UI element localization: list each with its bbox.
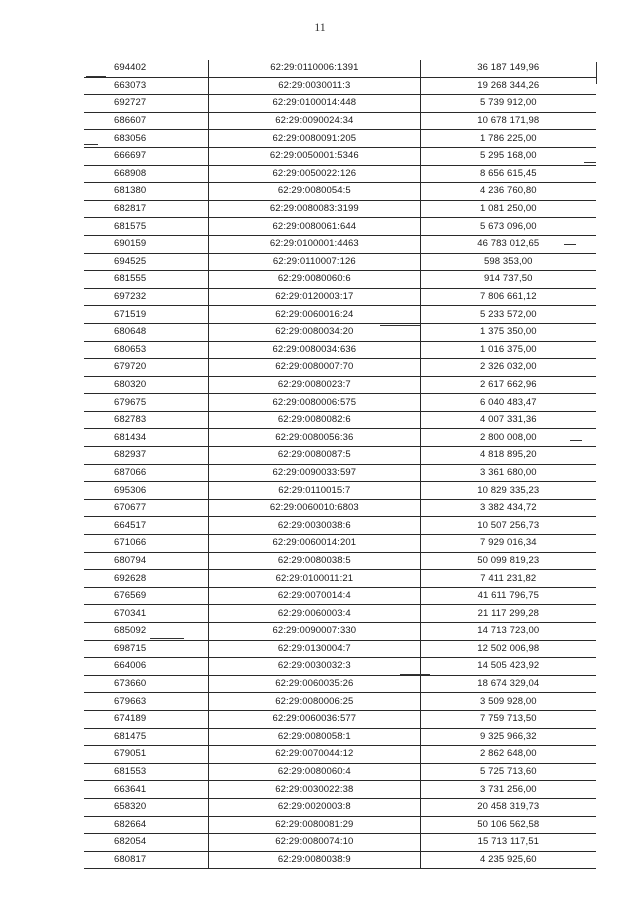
cadastral-number-cell: 62:29:0080060:6 (209, 271, 420, 289)
table-row (84, 587, 596, 605)
record-id-cell: 679051 (84, 746, 209, 764)
cadastral-number-cell: 62:29:0060035:26 (209, 675, 420, 693)
table-row (84, 341, 596, 359)
cadastral-value-cell: 4 235 925,60 (420, 851, 596, 869)
record-id-cell: 670341 (84, 605, 209, 623)
registry-body (84, 60, 596, 869)
cadastral-value-cell: 7 411 231,82 (420, 570, 596, 588)
cadastral-number-cell: 62:29:0080074:10 (209, 834, 420, 852)
table-row (84, 411, 596, 429)
table-row (84, 183, 596, 201)
record-id-cell: 682783 (84, 411, 209, 429)
cadastral-value-cell: 2 326 032,00 (420, 359, 596, 377)
table-row (84, 323, 596, 341)
cadastral-value-cell: 5 233 572,00 (420, 306, 596, 324)
cadastral-value-cell: 14 505 423,92 (420, 658, 596, 676)
table-row (84, 517, 596, 535)
record-id-cell: 671066 (84, 535, 209, 553)
cadastral-value-cell: 7 806 661,12 (420, 288, 596, 306)
table-row (84, 394, 596, 412)
cadastral-number-cell: 62:29:0020003:8 (209, 798, 420, 816)
cadastral-value-cell: 7 929 016,34 (420, 535, 596, 553)
cadastral-value-cell: 5 725 713,60 (420, 763, 596, 781)
registry-table (84, 60, 596, 869)
record-id-cell: 698715 (84, 640, 209, 658)
record-id-cell: 690159 (84, 235, 209, 253)
record-id-cell: 680653 (84, 341, 209, 359)
table-row (84, 165, 596, 183)
record-id-cell: 664517 (84, 517, 209, 535)
record-id-cell: 681553 (84, 763, 209, 781)
cadastral-value-cell: 46 783 012,65 (420, 235, 596, 253)
cadastral-number-cell: 62:29:0050022:126 (209, 165, 420, 183)
table-row (84, 693, 596, 711)
cadastral-number-cell: 62:29:0080081:29 (209, 816, 420, 834)
table-row (84, 746, 596, 764)
table-row (84, 570, 596, 588)
table-row (84, 675, 596, 693)
page-number: 11 (314, 20, 326, 34)
table-row (84, 499, 596, 517)
record-id-cell: 679663 (84, 693, 209, 711)
cadastral-value-cell: 15 713 117,51 (420, 834, 596, 852)
table-row (84, 60, 596, 77)
cadastral-number-cell: 62:29:0110015:7 (209, 482, 420, 500)
record-id-cell: 680817 (84, 851, 209, 869)
cadastral-value-cell: 36 187 149,96 (420, 60, 596, 77)
cadastral-value-cell: 50 106 562,58 (420, 816, 596, 834)
scan-mark (596, 62, 597, 84)
cadastral-value-cell: 5 295 168,00 (420, 147, 596, 165)
table-row (84, 728, 596, 746)
record-id-cell: 666697 (84, 147, 209, 165)
cadastral-value-cell: 3 509 928,00 (420, 693, 596, 711)
table-row (84, 482, 596, 500)
cadastral-value-cell: 8 656 615,45 (420, 165, 596, 183)
cadastral-value-cell: 5 673 096,00 (420, 218, 596, 236)
cadastral-value-cell: 19 268 344,26 (420, 77, 596, 95)
cadastral-value-cell: 18 674 329,04 (420, 675, 596, 693)
cadastral-number-cell: 62:29:0030011:3 (209, 77, 420, 95)
record-id-cell: 697232 (84, 288, 209, 306)
table-row (84, 834, 596, 852)
table-row (84, 359, 596, 377)
scan-mark (564, 244, 576, 245)
record-id-cell: 685092 (84, 623, 209, 641)
record-id-cell: 670677 (84, 499, 209, 517)
scan-mark (380, 325, 420, 326)
scan-mark (584, 162, 596, 163)
cadastral-value-cell: 20 458 319,73 (420, 798, 596, 816)
cadastral-number-cell: 62:29:0080007:70 (209, 359, 420, 377)
record-id-cell: 668908 (84, 165, 209, 183)
cadastral-number-cell: 62:29:0110007:126 (209, 253, 420, 271)
cadastral-value-cell: 14 713 723,00 (420, 623, 596, 641)
table-row (84, 112, 596, 130)
cadastral-value-cell: 2 862 648,00 (420, 746, 596, 764)
record-id-cell: 681575 (84, 218, 209, 236)
cadastral-value-cell: 10 507 256,73 (420, 517, 596, 535)
cadastral-number-cell: 62:29:0050001:5346 (209, 147, 420, 165)
cadastral-number-cell: 62:29:0080091:205 (209, 130, 420, 148)
scan-mark (150, 638, 184, 639)
cadastral-number-cell: 62:29:0100001:4463 (209, 235, 420, 253)
cadastral-value-cell: 5 739 912,00 (420, 95, 596, 113)
cadastral-value-cell: 3 382 434,72 (420, 499, 596, 517)
record-id-cell: 683056 (84, 130, 209, 148)
table-row (84, 288, 596, 306)
cadastral-number-cell: 62:29:0080058:1 (209, 728, 420, 746)
cadastral-value-cell: 10 678 171,98 (420, 112, 596, 130)
cadastral-value-cell: 3 361 680,00 (420, 464, 596, 482)
table-row (84, 851, 596, 869)
cadastral-value-cell: 21 117 299,28 (420, 605, 596, 623)
table-row (84, 658, 596, 676)
record-id-cell: 694402 (84, 60, 209, 77)
table-row (84, 147, 596, 165)
cadastral-number-cell: 62:29:0090007:330 (209, 623, 420, 641)
table-row (84, 218, 596, 236)
cadastral-number-cell: 62:29:0060014:201 (209, 535, 420, 553)
cadastral-value-cell: 4 236 760,80 (420, 183, 596, 201)
cadastral-number-cell: 62:29:0060003:4 (209, 605, 420, 623)
cadastral-number-cell: 62:29:0110006:1391 (209, 60, 420, 77)
cadastral-number-cell: 62:29:0080082:6 (209, 411, 420, 429)
record-id-cell: 681475 (84, 728, 209, 746)
table-row (84, 710, 596, 728)
cadastral-number-cell: 62:29:0060036:577 (209, 710, 420, 728)
scan-mark (86, 76, 106, 77)
table-row (84, 535, 596, 553)
cadastral-number-cell: 62:29:0080023:7 (209, 376, 420, 394)
table-row (84, 816, 596, 834)
table-row (84, 306, 596, 324)
cadastral-value-cell: 598 353,00 (420, 253, 596, 271)
cadastral-value-cell: 2 617 662,96 (420, 376, 596, 394)
cadastral-value-cell: 41 611 796,75 (420, 587, 596, 605)
cadastral-number-cell: 62:29:0080038:9 (209, 851, 420, 869)
cadastral-number-cell: 62:29:0080006:575 (209, 394, 420, 412)
cadastral-number-cell: 62:29:0080006:25 (209, 693, 420, 711)
cadastral-number-cell: 62:29:0090033:597 (209, 464, 420, 482)
record-id-cell: 681380 (84, 183, 209, 201)
record-id-cell: 686607 (84, 112, 209, 130)
cadastral-number-cell: 62:29:0070044:12 (209, 746, 420, 764)
cadastral-number-cell: 62:29:0080034:636 (209, 341, 420, 359)
record-id-cell: 681434 (84, 429, 209, 447)
record-id-cell: 679675 (84, 394, 209, 412)
record-id-cell: 676569 (84, 587, 209, 605)
table-row (84, 200, 596, 218)
cadastral-value-cell: 914 737,50 (420, 271, 596, 289)
scan-mark (400, 674, 430, 675)
cadastral-number-cell: 62:29:0090024:34 (209, 112, 420, 130)
record-id-cell: 663641 (84, 781, 209, 799)
record-id-cell: 687066 (84, 464, 209, 482)
cadastral-value-cell: 1 016 375,00 (420, 341, 596, 359)
cadastral-number-cell: 62:29:0100014:448 (209, 95, 420, 113)
cadastral-value-cell: 4 818 895,20 (420, 447, 596, 465)
table-row (84, 130, 596, 148)
cadastral-number-cell: 62:29:0080038:5 (209, 552, 420, 570)
cadastral-number-cell: 62:29:0030022:38 (209, 781, 420, 799)
table-row (84, 253, 596, 271)
record-id-cell: 680794 (84, 552, 209, 570)
table-row (84, 552, 596, 570)
table-row (84, 77, 596, 95)
table-row (84, 763, 596, 781)
record-id-cell: 673660 (84, 675, 209, 693)
cadastral-number-cell: 62:29:0130004:7 (209, 640, 420, 658)
record-id-cell: 680320 (84, 376, 209, 394)
record-id-cell: 682937 (84, 447, 209, 465)
table-row (84, 376, 596, 394)
table-row (84, 605, 596, 623)
cadastral-value-cell: 2 800 008,00 (420, 429, 596, 447)
cadastral-number-cell: 62:29:0120003:17 (209, 288, 420, 306)
cadastral-number-cell: 62:29:0080087:5 (209, 447, 420, 465)
cadastral-value-cell: 3 731 256,00 (420, 781, 596, 799)
table-row (84, 798, 596, 816)
cadastral-number-cell: 62:29:0060016:24 (209, 306, 420, 324)
cadastral-number-cell: 62:29:0080083:3199 (209, 200, 420, 218)
cadastral-number-cell: 62:29:0100011:21 (209, 570, 420, 588)
table-row (84, 781, 596, 799)
cadastral-value-cell: 50 099 819,23 (420, 552, 596, 570)
cadastral-value-cell: 1 786 225,00 (420, 130, 596, 148)
cadastral-number-cell: 62:29:0060010:6803 (209, 499, 420, 517)
record-id-cell: 671519 (84, 306, 209, 324)
cadastral-number-cell: 62:29:0080056:36 (209, 429, 420, 447)
table-row (84, 429, 596, 447)
record-id-cell: 681555 (84, 271, 209, 289)
cadastral-value-cell: 9 325 966,32 (420, 728, 596, 746)
record-id-cell: 694525 (84, 253, 209, 271)
record-id-cell: 658320 (84, 798, 209, 816)
cadastral-number-cell: 62:29:0030032:3 (209, 658, 420, 676)
cadastral-value-cell: 1 375 350,00 (420, 323, 596, 341)
table-row (84, 95, 596, 113)
cadastral-value-cell: 4 007 331,36 (420, 411, 596, 429)
table-row (84, 640, 596, 658)
record-id-cell: 664006 (84, 658, 209, 676)
record-id-cell: 682817 (84, 200, 209, 218)
record-id-cell: 682054 (84, 834, 209, 852)
cadastral-number-cell: 62:29:0080054:5 (209, 183, 420, 201)
cadastral-number-cell: 62:29:0080034:20 (209, 323, 420, 341)
record-id-cell: 674189 (84, 710, 209, 728)
table-row (84, 235, 596, 253)
record-id-cell: 692628 (84, 570, 209, 588)
table-row (84, 271, 596, 289)
record-id-cell: 679720 (84, 359, 209, 377)
cadastral-number-cell: 62:29:0080061:644 (209, 218, 420, 236)
cadastral-number-cell: 62:29:0080060:4 (209, 763, 420, 781)
cadastral-number-cell: 62:29:0030038:6 (209, 517, 420, 535)
cadastral-value-cell: 10 829 335,23 (420, 482, 596, 500)
table-row (84, 447, 596, 465)
cadastral-value-cell: 6 040 483,47 (420, 394, 596, 412)
record-id-cell: 663073 (84, 77, 209, 95)
cadastral-number-cell: 62:29:0070014:4 (209, 587, 420, 605)
cadastral-value-cell: 1 081 250,00 (420, 200, 596, 218)
scan-mark (570, 440, 582, 441)
record-id-cell: 680648 (84, 323, 209, 341)
record-id-cell: 695306 (84, 482, 209, 500)
scan-mark (84, 144, 98, 145)
record-id-cell: 682664 (84, 816, 209, 834)
cadastral-value-cell: 7 759 713,50 (420, 710, 596, 728)
record-id-cell: 692727 (84, 95, 209, 113)
table-row (84, 464, 596, 482)
cadastral-value-cell: 12 502 006,98 (420, 640, 596, 658)
